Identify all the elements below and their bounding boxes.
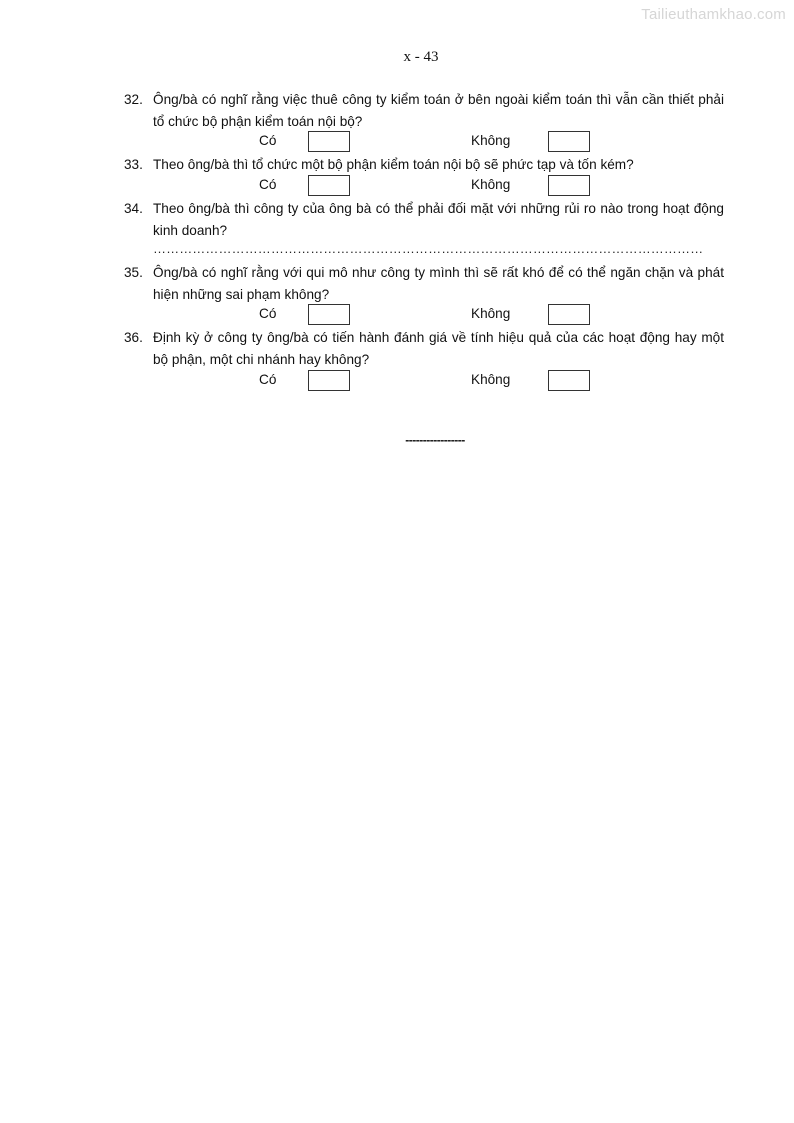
question-number: 32. xyxy=(124,92,143,107)
yes-checkbox[interactable] xyxy=(308,304,350,325)
answer-row-32 xyxy=(0,131,794,153)
no-checkbox[interactable] xyxy=(548,131,590,152)
question-32 xyxy=(124,89,724,133)
answer-row-36 xyxy=(0,370,794,392)
question-35 xyxy=(124,262,724,306)
yes-checkbox[interactable] xyxy=(308,370,350,391)
yes-label: Có xyxy=(259,372,277,387)
page-number: x - 43 xyxy=(403,49,439,65)
question-number: 34. xyxy=(124,201,143,216)
question-number: 36. xyxy=(124,330,143,345)
no-checkbox[interactable] xyxy=(548,304,590,325)
watermark: Tailieuthamkhao.com xyxy=(641,6,786,23)
question-text: Ông/bà có nghĩ rằng với qui mô như công ty mình thì sẽ rất khó để có thể ngăn chặn và phát hiện những sai phạm không? xyxy=(153,265,724,302)
no-label: Không xyxy=(471,372,511,387)
question-text: Theo ông/bà thì công ty của ông bà có thể phải đối mặt với những rủi ro nào trong hoạt động kinh doanh? xyxy=(153,201,724,238)
yes-checkbox[interactable] xyxy=(308,175,350,196)
question-34 xyxy=(124,198,724,242)
no-checkbox[interactable] xyxy=(548,175,590,196)
no-label: Không xyxy=(471,306,511,321)
yes-label: Có xyxy=(259,133,277,148)
no-checkbox[interactable] xyxy=(548,370,590,391)
no-label: Không xyxy=(471,177,511,192)
question-number: 33. xyxy=(124,157,143,172)
question-text: Ông/bà có nghĩ rằng việc thuê công ty kiểm toán ở bên ngoài kiểm toán thì vẫn cần thiết phải tổ chức bộ phận kiểm toán nội bộ? xyxy=(153,92,724,129)
question-text: Định kỳ ở công ty ông/bà có tiến hành đánh giá về tính hiệu quả của các hoạt động hay một bộ phận, một chi nhánh hay không? xyxy=(153,330,724,367)
answer-row-33 xyxy=(0,175,794,197)
yes-checkbox[interactable] xyxy=(308,131,350,152)
yes-label: Có xyxy=(259,306,277,321)
question-text: Theo ông/bà thì tổ chức một bộ phận kiểm toán nội bộ sẽ phức tạp và tốn kém? xyxy=(153,157,634,172)
yes-label: Có xyxy=(259,177,277,192)
question-36 xyxy=(124,327,724,371)
question-33 xyxy=(124,154,724,176)
question-number: 35. xyxy=(124,265,143,280)
end-separator: ----------------- xyxy=(405,433,465,447)
answer-row-35 xyxy=(0,304,794,326)
no-label: Không xyxy=(471,133,511,148)
answer-line[interactable]: ……………………………………………………………………………………………………………… xyxy=(153,241,704,256)
